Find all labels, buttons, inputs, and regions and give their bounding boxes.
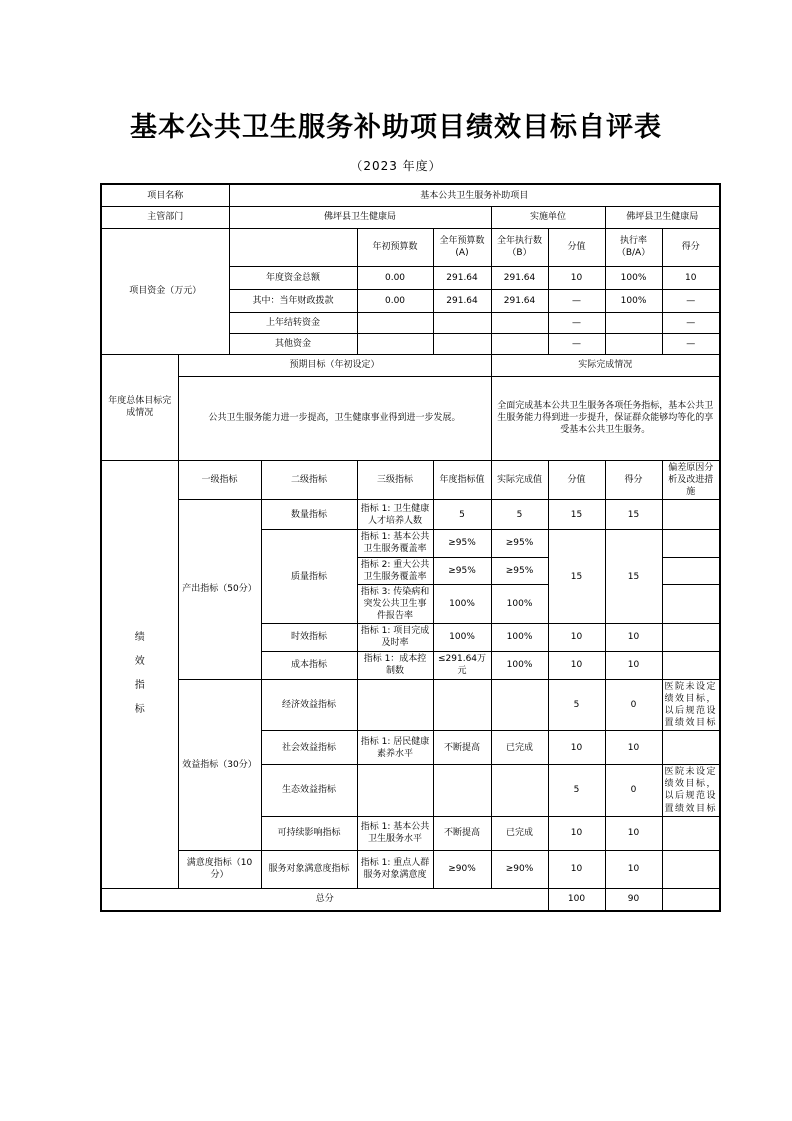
project-name-label: 项目名称 — [101, 184, 229, 206]
indicator-section-label — [101, 460, 178, 888]
deviation-cell — [662, 500, 720, 530]
funding-cell: 100% — [605, 289, 662, 312]
dept-label: 主管部门 — [101, 206, 229, 228]
target-cell: 不断提高 — [433, 816, 491, 850]
project-name-row — [101, 184, 720, 206]
deviation-cell: 医院未设定绩效目标，以后规范设置绩效目标 — [662, 679, 720, 731]
target-cell: ≤291.64万元 — [433, 651, 491, 679]
level3-cell — [357, 765, 433, 817]
funding-cell: 10 — [548, 266, 605, 289]
score-cell: 0 — [605, 679, 662, 731]
score-cell: 10 — [605, 816, 662, 850]
funding-header-row — [101, 228, 720, 266]
level2-cell: 生态效益指标 — [261, 765, 357, 817]
target-cell: 100% — [433, 584, 491, 623]
funding-cell: — — [662, 312, 720, 333]
self-evaluation-table — [100, 183, 721, 912]
score-cell: 10 — [605, 624, 662, 651]
funding-header-budget-begin: 年初预算数 — [357, 228, 433, 266]
funding-cell — [491, 333, 548, 354]
target-cell: ≥95% — [433, 530, 491, 557]
funding-cell: — — [548, 312, 605, 333]
funding-cell: 10 — [662, 266, 720, 289]
indicator-header-deviation: 偏差原因分析及改进措施 — [662, 460, 720, 499]
funding-cell: 291.64 — [433, 289, 491, 312]
funding-cell — [357, 312, 433, 333]
indicator-header-row — [101, 460, 720, 499]
total-score: 90 — [605, 888, 662, 911]
funding-cell: 0.00 — [357, 289, 433, 312]
indicator-header-actual: 实际完成值 — [491, 460, 548, 499]
points-cell: 10 — [548, 850, 605, 888]
actual-cell — [491, 679, 548, 731]
level1-satisfaction: 满意度指标（10分） — [178, 850, 261, 888]
funding-cell: — — [662, 289, 720, 312]
total-row — [101, 888, 720, 911]
funding-header-executed: 全年执行数（B） — [491, 228, 548, 266]
target-cell: 不断提高 — [433, 731, 491, 765]
indicator-header-score: 得分 — [605, 460, 662, 499]
score-cell: 15 — [605, 530, 662, 624]
actual-cell: 100% — [491, 584, 548, 623]
actual-cell: 5 — [491, 500, 548, 530]
funding-cell — [433, 312, 491, 333]
project-name-value: 基本公共卫生服务补助项目 — [229, 184, 720, 206]
level3-cell: 指标 1: 居民健康素养水平 — [357, 731, 433, 765]
page-title: 基本公共卫生服务补助项目绩效目标自评表 — [130, 112, 662, 143]
indicator-row — [101, 679, 720, 731]
level3-cell: 指标 2: 重大公共卫生服务覆盖率 — [357, 557, 433, 584]
target-cell — [433, 679, 491, 731]
dept-value: 佛坪县卫生健康局 — [229, 206, 491, 228]
level2-cell: 经济效益指标 — [261, 679, 357, 731]
indicator-row — [101, 500, 720, 530]
indicator-header-level1: 一级指标 — [178, 460, 261, 499]
indicator-section-label-text: 绩效指标 — [134, 632, 145, 716]
points-cell: 15 — [548, 530, 605, 624]
points-cell: 5 — [548, 765, 605, 817]
department-row — [101, 206, 720, 228]
total-label: 总分 — [101, 888, 548, 911]
actual-cell: ≥95% — [491, 557, 548, 584]
funding-header-rate: 执行率（B/A） — [605, 228, 662, 266]
funding-cell — [605, 312, 662, 333]
level1-output: 产出指标（50分） — [178, 500, 261, 679]
points-cell: 15 — [548, 500, 605, 530]
deviation-cell — [662, 584, 720, 623]
funding-row-name: 上年结转资金 — [229, 312, 357, 333]
deviation-cell — [662, 816, 720, 850]
funding-header-budget-full: 全年预算数(A) — [433, 228, 491, 266]
funding-header-score: 得分 — [662, 228, 720, 266]
level3-cell: 指标 1: 卫生健康人才培养人数 — [357, 500, 433, 530]
deviation-cell: 医院未设定绩效目标，以后规范设置绩效目标 — [662, 765, 720, 817]
level3-cell: 指标 1: 基本公共卫生服务水平 — [357, 816, 433, 850]
funding-row-name: 其中：当年财政拨款 — [229, 289, 357, 312]
actual-cell: ≥90% — [491, 850, 548, 888]
level3-cell: 指标 1: 项目完成及时率 — [357, 624, 433, 651]
deviation-cell — [662, 850, 720, 888]
indicator-header-target: 年度指标值 — [433, 460, 491, 499]
indicator-header-level2: 二级指标 — [261, 460, 357, 499]
level3-cell: 指标 1: 重点人群服务对象满意度 — [357, 850, 433, 888]
funding-row-name: 其他资金 — [229, 333, 357, 354]
goal-label: 年度总体目标完成情况 — [101, 354, 178, 460]
impl-label: 实施单位 — [491, 206, 605, 228]
target-cell: 5 — [433, 500, 491, 530]
goal-expected-header: 预期目标（年初设定） — [178, 354, 491, 376]
target-cell — [433, 765, 491, 817]
score-cell: 10 — [605, 731, 662, 765]
score-cell: 0 — [605, 765, 662, 817]
goal-expected-text: 公共卫生服务能力进一步提高，卫生健康事业得到进一步发展。 — [178, 376, 491, 460]
points-cell: 10 — [548, 816, 605, 850]
funding-cell: 291.64 — [491, 266, 548, 289]
goal-actual-header: 实际完成情况 — [491, 354, 720, 376]
funding-label: 项目资金（万元） — [101, 228, 229, 354]
funding-cell: — — [548, 333, 605, 354]
funding-cell: 0.00 — [357, 266, 433, 289]
deviation-cell — [662, 651, 720, 679]
funding-cell: — — [548, 289, 605, 312]
level2-cell: 数量指标 — [261, 500, 357, 530]
indicator-header-level3: 三级指标 — [357, 460, 433, 499]
score-cell: 10 — [605, 651, 662, 679]
funding-cell — [605, 333, 662, 354]
indicator-row — [101, 850, 720, 888]
target-cell: 100% — [433, 624, 491, 651]
level2-quality: 质量指标 — [261, 530, 357, 624]
total-points: 100 — [548, 888, 605, 911]
actual-cell: 100% — [491, 624, 548, 651]
funding-cell: 291.64 — [433, 266, 491, 289]
level2-cell: 服务对象满意度指标 — [261, 850, 357, 888]
level3-cell: 指标 1：成本控制数 — [357, 651, 433, 679]
goal-header-row — [101, 354, 720, 376]
target-cell: ≥95% — [433, 557, 491, 584]
funding-cell: — — [662, 333, 720, 354]
page-subtitle: （2023 年度） — [350, 159, 442, 174]
funding-cell: 100% — [605, 266, 662, 289]
score-cell: 15 — [605, 500, 662, 530]
funding-cell — [357, 333, 433, 354]
score-cell: 10 — [605, 850, 662, 888]
funding-cell — [433, 333, 491, 354]
indicator-header-points: 分值 — [548, 460, 605, 499]
goal-content-row — [101, 376, 720, 460]
impl-value: 佛坪县卫生健康局 — [605, 206, 720, 228]
target-cell: ≥90% — [433, 850, 491, 888]
total-deviation — [662, 888, 720, 911]
points-cell: 10 — [548, 624, 605, 651]
deviation-cell — [662, 731, 720, 765]
level3-cell — [357, 679, 433, 731]
points-cell: 10 — [548, 651, 605, 679]
goal-actual-text: 全面完成基本公共卫生服务各项任务指标，基本公共卫生服务能力得到进一步提升，保证群众能够均等化的享受基本公共卫生服务。 — [491, 376, 720, 460]
level2-cell: 时效指标 — [261, 624, 357, 651]
funding-cell — [491, 312, 548, 333]
actual-cell: 100% — [491, 651, 548, 679]
actual-cell: 已完成 — [491, 816, 548, 850]
funding-header-points: 分值 — [548, 228, 605, 266]
level3-cell: 指标 1: 基本公共卫生服务覆盖率 — [357, 530, 433, 557]
funding-cell: 291.64 — [491, 289, 548, 312]
level1-benefit: 效益指标（30分） — [178, 679, 261, 850]
deviation-cell — [662, 557, 720, 584]
funding-subheader-blank — [229, 228, 357, 266]
actual-cell: ≥95% — [491, 530, 548, 557]
level2-cell: 可持续影响指标 — [261, 816, 357, 850]
deviation-cell — [662, 624, 720, 651]
funding-row-name: 年度资金总额 — [229, 266, 357, 289]
level2-cell: 成本指标 — [261, 651, 357, 679]
level2-cell: 社会效益指标 — [261, 731, 357, 765]
actual-cell: 已完成 — [491, 731, 548, 765]
points-cell: 10 — [548, 731, 605, 765]
points-cell: 5 — [548, 679, 605, 731]
actual-cell — [491, 765, 548, 817]
deviation-cell — [662, 530, 720, 557]
level3-cell: 指标 3: 传染病和突发公共卫生事件报告率 — [357, 584, 433, 623]
